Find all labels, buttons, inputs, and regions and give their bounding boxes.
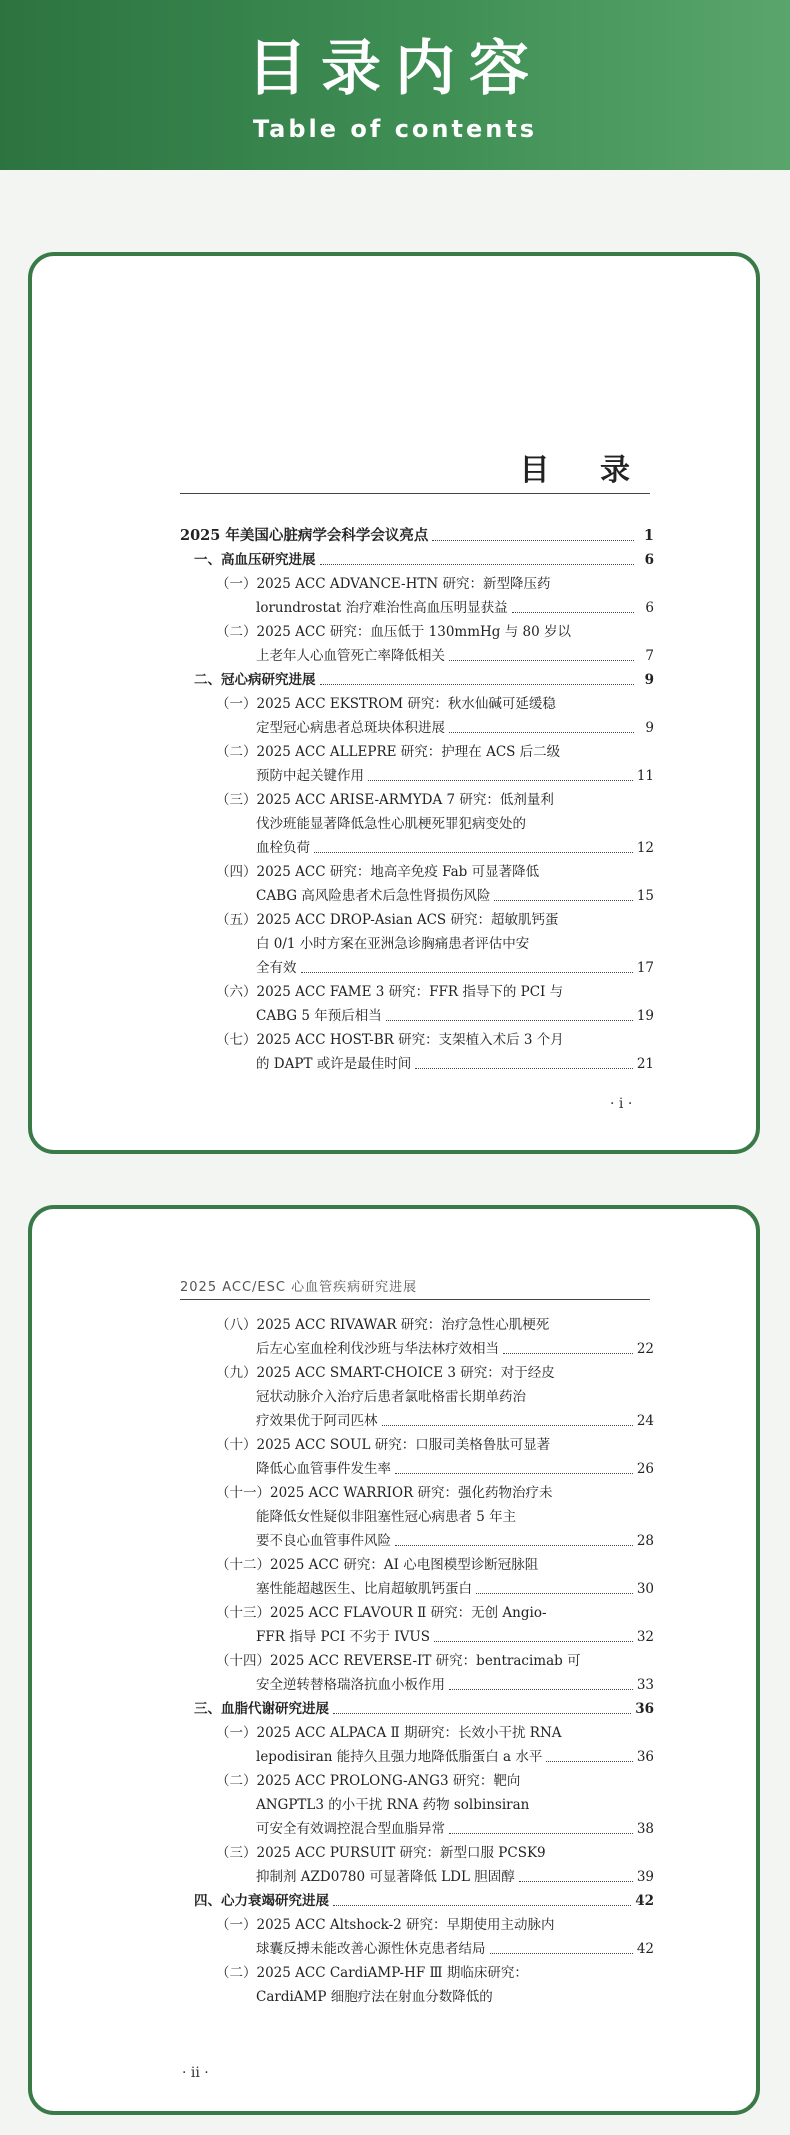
dot-leader <box>449 724 634 733</box>
toc-entry[interactable] <box>180 860 654 908</box>
dot-leader <box>476 1585 633 1594</box>
toc-page-number: 39 <box>636 1869 654 1885</box>
toc-entry-line: （九）2025 ACC SMART-CHOICE 3 研究：对于经皮 <box>216 1365 555 1381</box>
toc-entry-line: （二）2025 ACC ALLEPRE 研究：护理在 ACS 后二级 <box>216 744 561 760</box>
toc-list <box>180 1313 654 2009</box>
page-folio: · ii · <box>182 2065 209 2081</box>
toc-entry[interactable] <box>180 1481 654 1553</box>
toc-list <box>180 524 654 1076</box>
dot-leader <box>333 1705 631 1714</box>
toc-entry-line: 塞性能超越医生、比肩超敏肌钙蛋白 <box>256 1581 472 1597</box>
toc-entry-title: 三、血脂代谢研究进展 <box>194 1701 329 1717</box>
dot-leader <box>320 556 635 565</box>
toc-entry-line: 预防中起关键作用 <box>256 768 364 784</box>
dot-leader <box>320 676 635 685</box>
header-banner <box>0 0 790 170</box>
toc-entry[interactable] <box>180 1913 654 1961</box>
toc-page-number: 24 <box>636 1413 654 1429</box>
toc-entry-line: （十四）2025 ACC REVERSE-IT 研究：bentracimab 可 <box>216 1653 581 1669</box>
toc-entry[interactable] <box>180 1841 654 1889</box>
toc-entry[interactable] <box>180 1649 654 1697</box>
toc-entry-title: 二、冠心病研究进展 <box>194 672 316 688</box>
dot-leader <box>432 532 634 541</box>
toc-page-number: 12 <box>636 840 654 856</box>
toc-page-number: 7 <box>645 648 654 664</box>
dot-leader <box>395 1537 633 1546</box>
toc-page-number: 28 <box>636 1533 654 1549</box>
toc-page-number: 9 <box>645 720 654 736</box>
toc-entry-line: CardiAMP 细胞疗法在射血分数降低的 <box>256 1989 493 2005</box>
toc-page-1 <box>28 252 760 1154</box>
dot-leader <box>386 1012 633 1021</box>
toc-entry[interactable] <box>180 788 654 860</box>
toc-entry-line: （一）2025 ACC EKSTROM 研究：秋水仙碱可延缓稳 <box>216 696 556 712</box>
toc-entry[interactable] <box>180 548 654 572</box>
toc-entry-line: 能降低女性疑似非阻塞性冠心病患者 5 年主 <box>256 1509 517 1525</box>
toc-entry-line: 伐沙班能显著降低急性心肌梗死罪犯病变处的 <box>256 816 526 832</box>
toc-entry-line: lepodisiran 能持久且强力地降低脂蛋白 a 水平 <box>256 1749 543 1765</box>
toc-entry-line: 上老年人心血管死亡率降低相关 <box>256 648 445 664</box>
toc-entry-title: 一、高血压研究进展 <box>194 552 316 568</box>
toc-page-number: 33 <box>636 1677 654 1693</box>
toc-entry-line: 的 DAPT 或许是最佳时间 <box>256 1056 412 1072</box>
toc-entry-line: （二）2025 ACC 研究：血压低于 130mmHg 与 80 岁以 <box>216 624 571 640</box>
toc-entry-line: 安全逆转替格瑞洛抗血小板作用 <box>256 1677 445 1693</box>
dot-leader <box>368 772 633 781</box>
toc-page-number: 11 <box>636 768 654 784</box>
toc-entry-line: （一）2025 ACC ALPACA Ⅱ 期研究：长效小干扰 RNA <box>216 1725 562 1741</box>
dot-leader <box>494 892 632 901</box>
toc-entry-line: CABG 高风险患者术后急性肾损伤风险 <box>256 888 491 904</box>
toc-entry[interactable] <box>180 1313 654 1361</box>
toc-entry[interactable] <box>180 1553 654 1601</box>
toc-page-number: 21 <box>636 1056 654 1072</box>
dot-leader <box>434 1633 633 1642</box>
toc-entry-line: （十三）2025 ACC FLAVOUR Ⅱ 研究：无创 Angio- <box>216 1605 547 1621</box>
toc-entry[interactable] <box>180 1028 654 1076</box>
dot-leader <box>415 1060 633 1069</box>
toc-entry-line: （十二）2025 ACC 研究：AI 心电图模型诊断冠脉阻 <box>216 1557 539 1573</box>
toc-entry-line: （八）2025 ACC RIVAWAR 研究：治疗急性心肌梗死 <box>216 1317 550 1333</box>
toc-entry-line: 降低心血管事件发生率 <box>256 1461 391 1477</box>
toc-entry[interactable] <box>180 668 654 692</box>
toc-page-number: 1 <box>643 527 654 544</box>
toc-entry[interactable] <box>180 1361 654 1433</box>
toc-entry-line: FFR 指导 PCI 不劣于 IVUS <box>256 1629 431 1645</box>
dot-leader <box>546 1753 632 1762</box>
toc-page-number: 6 <box>644 552 654 568</box>
toc-page-number: 15 <box>636 888 654 904</box>
toc-entry[interactable] <box>180 692 654 740</box>
dot-leader <box>449 1681 633 1690</box>
toc-entry-line: 后左心室血栓利伐沙班与华法林疗效相当 <box>256 1341 499 1357</box>
toc-entry-line: 冠状动脉介入治疗后患者氯吡格雷长期单药治 <box>256 1389 526 1405</box>
toc-entry[interactable] <box>180 1601 654 1649</box>
toc-page-number: 17 <box>636 960 654 976</box>
toc-entry[interactable] <box>180 1433 654 1481</box>
toc-entry[interactable] <box>180 1697 654 1721</box>
dot-leader <box>301 964 633 973</box>
toc-entry[interactable] <box>180 572 654 620</box>
toc-entry-line: （七）2025 ACC HOST-BR 研究：支架植入术后 3 个月 <box>216 1032 564 1048</box>
toc-entry-line: （六）2025 ACC FAME 3 研究：FFR 指导下的 PCI 与 <box>216 984 564 1000</box>
toc-page-number: 22 <box>636 1341 654 1357</box>
toc-entry-line: （二）2025 ACC CardiAMP-HF Ⅲ 期临床研究： <box>216 1965 528 1981</box>
toc-entry-line: 疗效果优于阿司匹林 <box>256 1413 378 1429</box>
running-head: 2025 ACC/ESC 心血管疾病研究进展 <box>180 1280 418 1295</box>
toc-entry-line: lorundrostat 治疗难治性高血压明显获益 <box>256 600 508 616</box>
toc-heading: 目 录 <box>519 453 650 488</box>
running-head-rule <box>180 1299 650 1300</box>
toc-entry[interactable] <box>180 1769 654 1841</box>
toc-entry[interactable] <box>180 620 654 668</box>
dot-leader <box>449 652 634 661</box>
toc-page-number: 9 <box>644 672 654 688</box>
toc-entry-line: 球囊反搏未能改善心源性休克患者结局 <box>256 1941 486 1957</box>
toc-entry-line: （一）2025 ACC Altshock-2 研究：早期使用主动脉内 <box>216 1917 555 1933</box>
dot-leader <box>519 1873 633 1882</box>
toc-entry-line: （一）2025 ACC ADVANCE-HTN 研究：新型降压药 <box>216 576 551 592</box>
dot-leader <box>512 604 634 613</box>
toc-entry[interactable] <box>180 1961 654 2009</box>
toc-entry-line: 抑制剂 AZD0780 可显著降低 LDL 胆固醇 <box>256 1869 515 1885</box>
toc-entry-line: 定型冠心病患者总斑块体积进展 <box>256 720 445 736</box>
toc-entry-line: （三）2025 ACC PURSUIT 研究：新型口服 PCSK9 <box>216 1845 546 1861</box>
toc-entry-line: 全有效 <box>256 960 297 976</box>
toc-entry-line: CABG 5 年预后相当 <box>256 1008 382 1024</box>
toc-page-number: 38 <box>636 1821 654 1837</box>
toc-entry-line: （五）2025 ACC DROP-Asian ACS 研究：超敏肌钙蛋 <box>216 912 559 928</box>
toc-entry-line: 可安全有效调控混合型血脂异常 <box>256 1821 445 1837</box>
toc-page-number: 36 <box>636 1749 654 1765</box>
dot-leader <box>395 1465 633 1474</box>
toc-page-number: 42 <box>635 1893 654 1909</box>
dot-leader <box>333 1897 631 1906</box>
dot-leader <box>503 1345 633 1354</box>
banner-title: 目录内容 <box>247 34 543 104</box>
heading-rule <box>180 493 650 494</box>
toc-entry[interactable] <box>180 1721 654 1769</box>
toc-page-number: 42 <box>636 1941 654 1957</box>
toc-entry-line: 血栓负荷 <box>256 840 310 856</box>
toc-page-number: 6 <box>645 600 654 616</box>
toc-entry-line: （四）2025 ACC 研究：地高辛免疫 Fab 可显著降低 <box>216 864 540 880</box>
toc-entry[interactable] <box>180 524 654 548</box>
toc-entry-line: （二）2025 ACC PROLONG-ANG3 研究：靶向 <box>216 1773 521 1789</box>
toc-entry-line: （三）2025 ACC ARISE-ARMYDA 7 研究：低剂量利 <box>216 792 554 808</box>
toc-entry-line: （十一）2025 ACC WARRIOR 研究：强化药物治疗未 <box>216 1485 553 1501</box>
toc-page-2 <box>28 1205 760 2115</box>
toc-page-number: 36 <box>635 1701 654 1717</box>
toc-entry-line: 白 0/1 小时方案在亚洲急诊胸痛患者评估中安 <box>256 936 530 952</box>
toc-entry[interactable] <box>180 908 654 980</box>
toc-entry-title: 四、心力衰竭研究进展 <box>194 1893 329 1909</box>
toc-page-number: 32 <box>636 1629 654 1645</box>
dot-leader <box>382 1417 633 1426</box>
toc-entry[interactable] <box>180 980 654 1028</box>
toc-entry[interactable] <box>180 740 654 788</box>
dot-leader <box>490 1945 633 1954</box>
toc-entry[interactable] <box>180 1889 654 1913</box>
page-folio: · i · <box>610 1096 633 1112</box>
banner-subtitle: Table of contents <box>252 115 538 143</box>
dot-leader <box>314 844 633 853</box>
toc-page-number: 26 <box>636 1461 654 1477</box>
toc-page-number: 30 <box>636 1581 654 1597</box>
toc-entry-line: 要不良心血管事件风险 <box>256 1533 391 1549</box>
toc-entry-line: ANGPTL3 的小干扰 RNA 药物 solbinsiran <box>256 1797 530 1813</box>
toc-entry-title: 2025 年美国心脏病学会科学会议亮点 <box>180 527 429 544</box>
dot-leader <box>449 1825 633 1834</box>
toc-page-number: 19 <box>636 1008 654 1024</box>
toc-entry-line: （十）2025 ACC SOUL 研究：口服司美格鲁肽可显著 <box>216 1437 551 1453</box>
